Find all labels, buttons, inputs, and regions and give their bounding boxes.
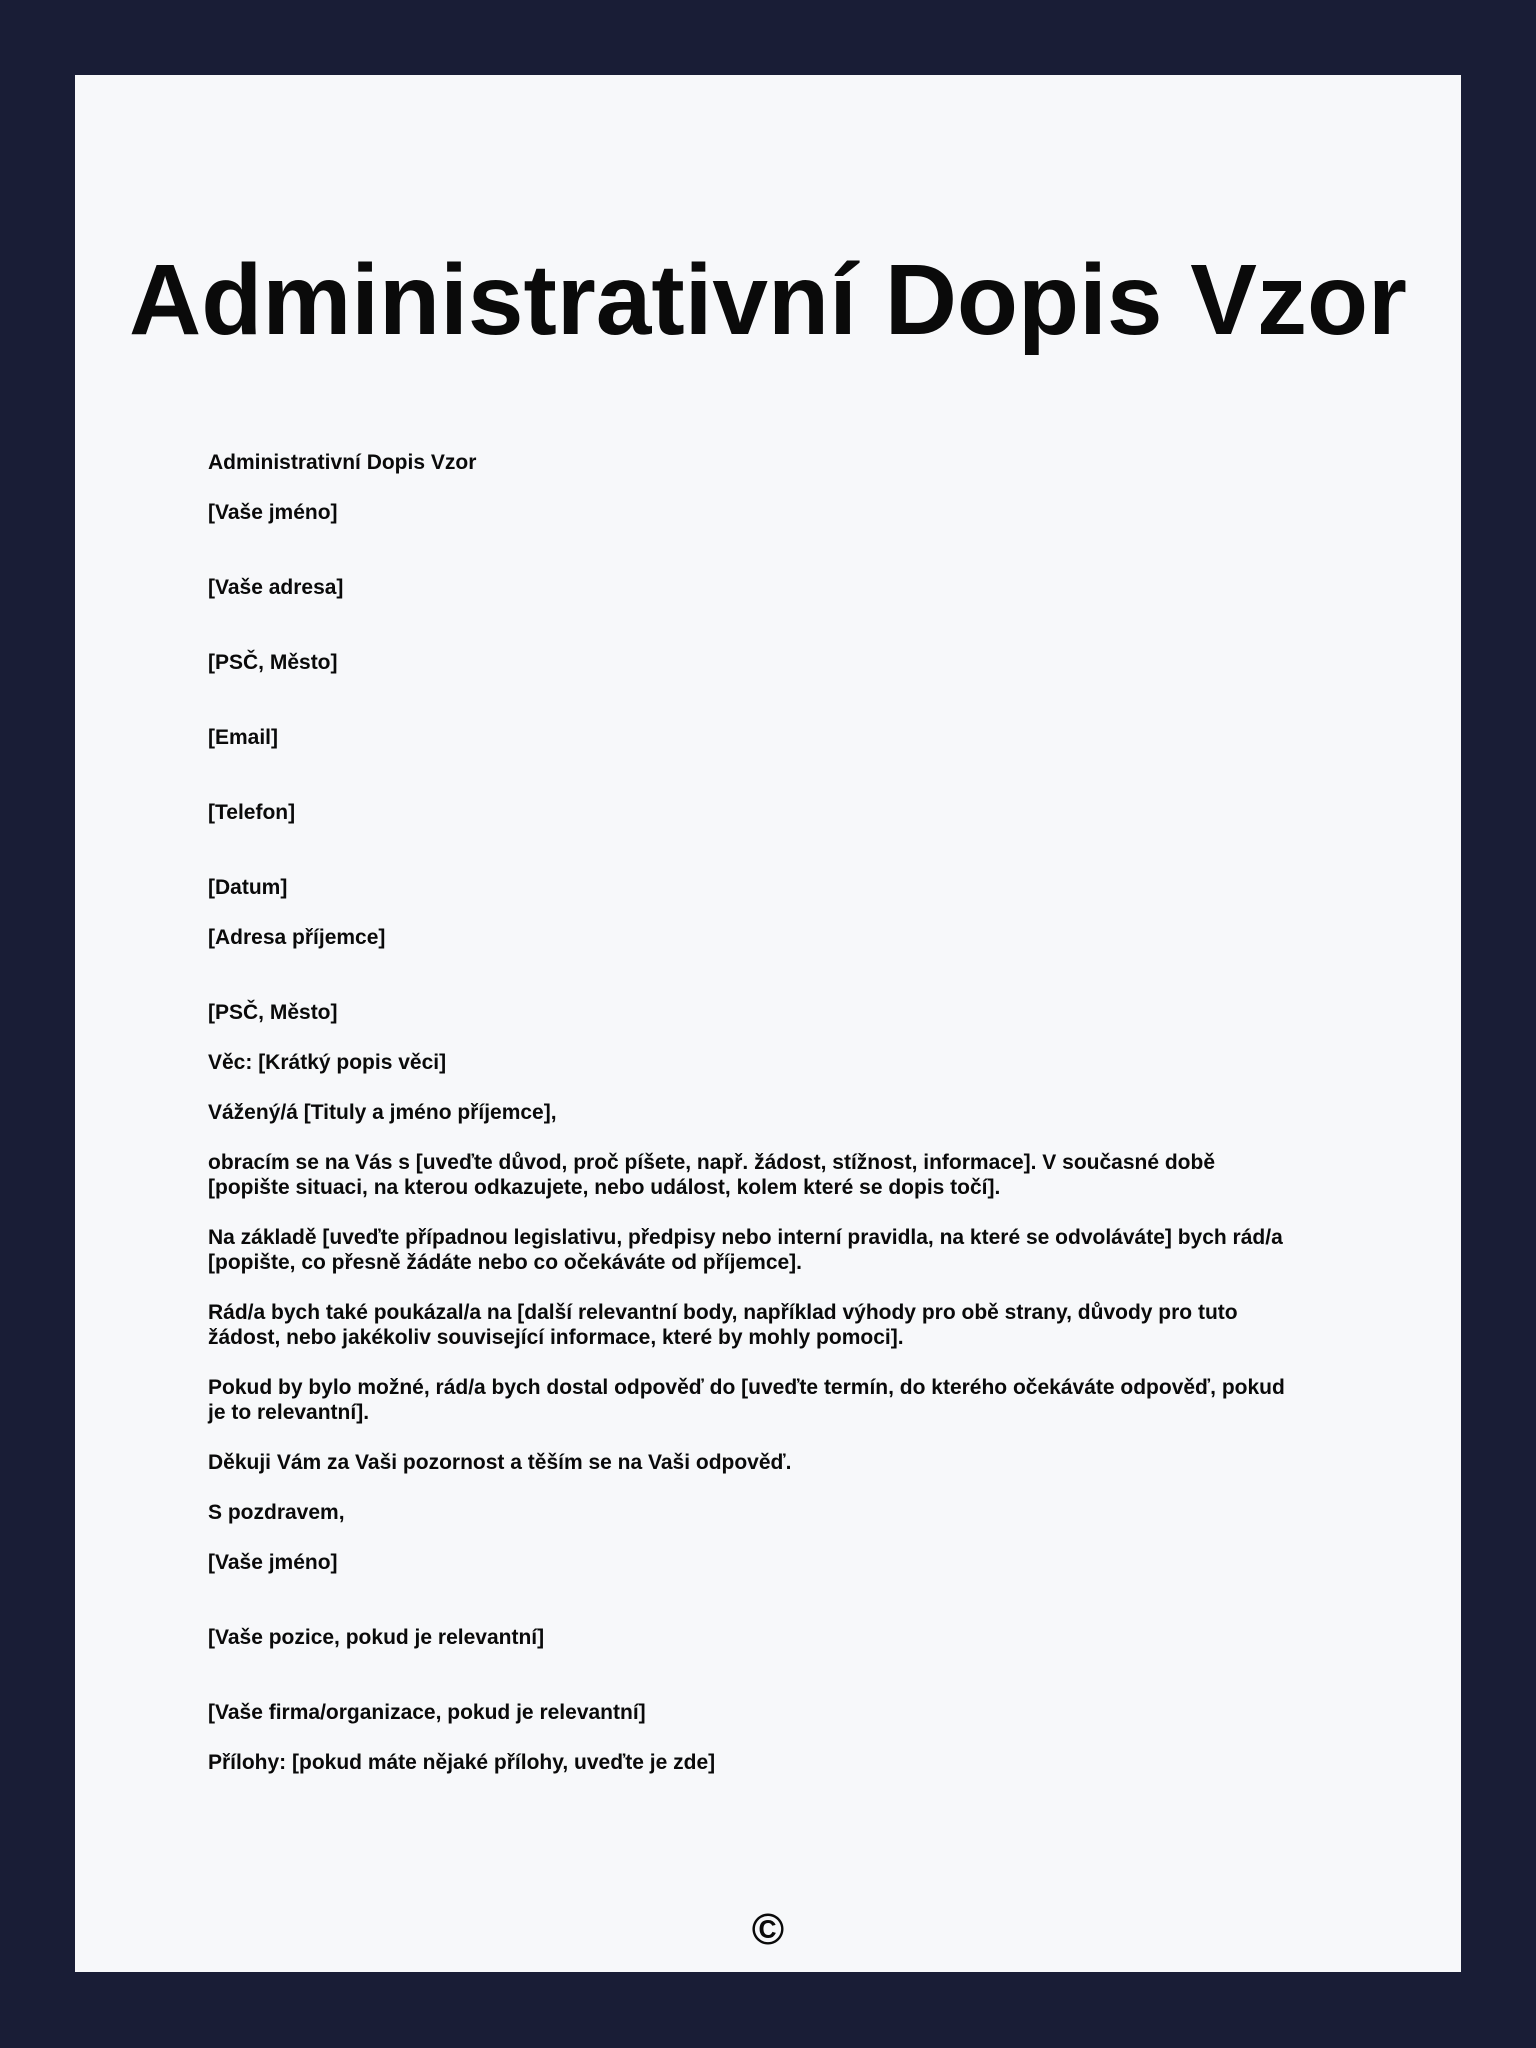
letter-paragraph-18: [Vaše jméno] — [208, 1551, 338, 1574]
letter-paragraph-8: [Adresa příjemce] — [208, 926, 386, 949]
letter-paragraph-9: [PSČ, Město] — [208, 1001, 338, 1024]
letter-paragraph-17: S pozdravem, — [208, 1501, 345, 1524]
letter-page — [75, 75, 1461, 1972]
letter-paragraph-13: Na základě [uveďte případnou legislativu, předpisy nebo interní pravidla, na které se odvoláváte] bych rád/a [popište, co přesně žádáte nebo co očekáváte od příjemce]. — [208, 1226, 1283, 1274]
letter-paragraph-20: [Vaše firma/organizace, pokud je relevantní] — [208, 1701, 646, 1724]
letter-paragraph-2: [Vaše jméno] — [208, 501, 338, 524]
letter-paragraph-1: Administrativní Dopis Vzor — [208, 451, 477, 474]
letter-paragraph-6: [Telefon] — [208, 801, 296, 824]
letter-paragraph-10: Věc: [Krátký popis věci] — [208, 1051, 447, 1074]
letter-body — [208, 450, 1288, 1775]
letter-paragraph-11: Vážený/á [Tituly a jméno příjemce], — [208, 1101, 557, 1124]
letter-paragraph-14: Rád/a bych také poukázal/a na [další relevantní body, například výhody pro obě strany, důvody pro tuto žádost, nebo jakékoliv související informace, které by mohly pomoci]. — [208, 1301, 1238, 1349]
letter-paragraph-16: Děkuji Vám za Vaši pozornost a těším se na Vaši odpověď. — [208, 1451, 792, 1474]
letter-paragraph-12: obracím se na Vás s [uveďte důvod, proč píšete, např. žádost, stížnost, informace]. V současné době [popište situaci, na kterou odkazujete, nebo událost, kolem které se dopis točí]. — [208, 1151, 1216, 1199]
page-title: Administrativní Dopis Vzor — [129, 244, 1407, 356]
letter-paragraph-21: Přílohy: [pokud máte nějaké přílohy, uveďte je zde] — [208, 1751, 716, 1774]
letter-paragraph-3: [Vaše adresa] — [208, 576, 344, 599]
copyright-icon: © — [751, 1905, 785, 1954]
letter-paragraph-5: [Email] — [208, 726, 279, 749]
letter-paragraph-19: [Vaše pozice, pokud je relevantní] — [208, 1626, 545, 1649]
letter-paragraph-4: [PSČ, Město] — [208, 651, 338, 674]
letter-paragraph-15: Pokud by bylo možné, rád/a bych dostal odpověď do [uveďte termín, do kterého očekáváte odpověď, pokud je to relevantní]. — [208, 1376, 1285, 1424]
letter-paragraph-7: [Datum] — [208, 876, 288, 899]
